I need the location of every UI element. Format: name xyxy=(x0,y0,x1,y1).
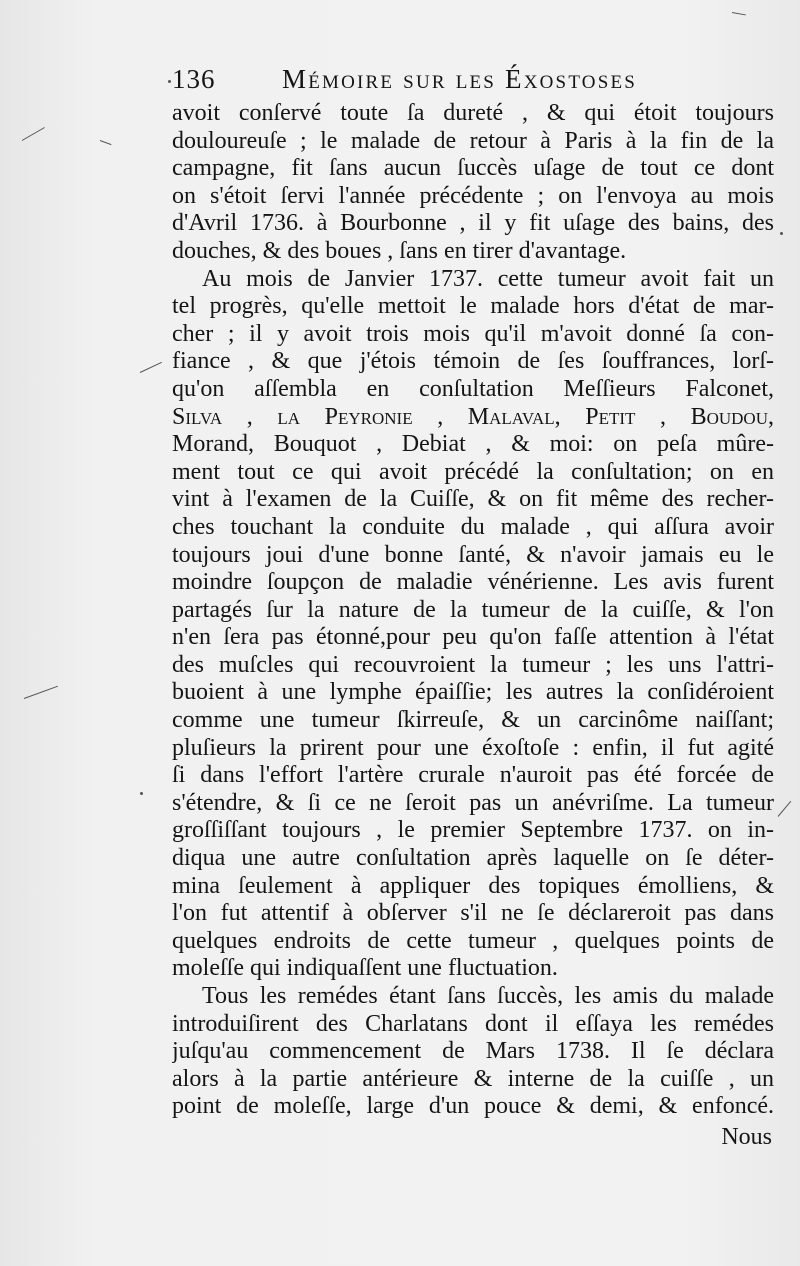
page-header xyxy=(172,64,772,98)
text-line: pluſieurs la prirent pour une éxoſtoſe : enfin, il fut agité xyxy=(172,734,774,761)
body-text xyxy=(172,100,774,1121)
text-line: ches touchant la conduite du malade , qui aſſura avoir xyxy=(172,513,774,540)
margin-scan-dot xyxy=(140,792,143,795)
text-line: juſqu'au commencement de Mars 1738. Il ſe déclara xyxy=(172,1038,774,1065)
text-line: des muſcles qui recouvroient la tumeur ; les uns l'attri- xyxy=(172,651,774,678)
text-line: fiance , & que j'étois témoin de ſes ſouffrances, lorſ- xyxy=(172,348,774,375)
text-line: d'Avril 1736. à Bourbonne , il y fit uſage des bains, des xyxy=(172,210,774,237)
page-number: 136 xyxy=(172,64,216,94)
text-line: moindre ſoupçon de maladie vénérienne. Les avis furent xyxy=(172,569,774,596)
margin-scan-mark xyxy=(100,140,112,145)
text-line: point de moleſſe, large d'un pouce & demi, & enfoncé. xyxy=(172,1093,774,1120)
text-line: Morand, Bouquot , Debiat , & moi: on peſa mûre- xyxy=(172,431,774,458)
text-line: toujours joui d'une bonne ſanté, & n'avoir jamais eu le xyxy=(172,541,774,568)
text-line: quelques endroits de cette tumeur , quelques points de xyxy=(172,927,774,954)
margin-scan-mark xyxy=(22,127,45,141)
text-line: alors à la partie antérieure & interne de la cuiſſe , un xyxy=(172,1065,774,1092)
text-line: groſſiſſant toujours , le premier Septembre 1737. on in- xyxy=(172,817,774,844)
text-line: tel progrès, qu'elle mettoit le malade hors d'état de mar- xyxy=(172,293,774,320)
text-line: diqua une autre conſultation après laquelle on ſe déter- xyxy=(172,845,774,872)
text-line: campagne, fit ſans aucun ſuccès uſage de tout ce dont xyxy=(172,155,774,182)
text-line: introduiſirent des Charlatans dont il eſſaya les remédes xyxy=(172,1010,774,1037)
text-line: l'on fut attentif à obſerver s'il ne ſe déclareroit pas dans xyxy=(172,900,774,927)
paragraph-start-line: Tous les remédes étant ſans ſuccès, les amis du malade xyxy=(202,983,774,1009)
margin-scan-mark xyxy=(778,801,792,817)
text-line: n'en ſera pas étonné,pour peu qu'on faſſe attention à l'état xyxy=(172,624,774,651)
text-line: moleſſe qui indiquaſſent une fluctuation. xyxy=(172,955,558,982)
text-line: douches, & des boues , ſans en tirer d'avantage. xyxy=(172,237,627,264)
margin-scan-dot xyxy=(780,232,783,235)
margin-scan-dot xyxy=(168,80,171,83)
text-line: Silva , la Peyronie , Malaval, Petit , Boudou, xyxy=(172,403,774,430)
text-line: on s'étoit ſervi l'année précédente ; on l'envoya au mois xyxy=(172,182,774,209)
text-line: ſi dans l'effort l'artère crurale n'auroit pas été forcée de xyxy=(172,762,774,789)
text-line: ment tout ce qui avoit précédé la conſultation; on en xyxy=(172,458,774,485)
text-line: partagés ſur la nature de la tumeur de la cuiſſe, & l'on xyxy=(172,596,774,623)
text-line: vint à l'examen de la Cuiſſe, & on fit même des recher- xyxy=(172,486,774,513)
margin-scan-mark xyxy=(140,362,162,373)
text-line: mina ſeulement à appliquer des topiques émolliens, & xyxy=(172,872,774,899)
catchword: Nous xyxy=(721,1124,772,1150)
paragraph-start-line: Au mois de Janvier 1737. cette tumeur avoit fait un xyxy=(202,265,774,292)
text-line: douloureuſe ; le malade de retour à Paris à la fin de la xyxy=(172,127,774,154)
text-line: comme une tumeur ſkirreuſe, & un carcinôme naiſſant; xyxy=(172,707,774,734)
margin-scan-mark xyxy=(732,12,746,15)
running-title: Mémoire sur les Éxostoses xyxy=(282,64,638,94)
text-line: buoient à une lymphe épaiſſie; les autres la conſidéroient xyxy=(172,679,774,706)
text-line: cher ; il y avoit trois mois qu'il m'avoit donné ſa con- xyxy=(172,320,774,347)
text-line: qu'on aſſembla en conſultation Meſſieurs Falconet, xyxy=(172,375,774,402)
margin-scan-mark xyxy=(24,686,58,699)
text-line: s'étendre, & ſi ce ne ſeroit pas un anévriſme. La tumeur xyxy=(172,789,774,816)
text-line: avoit conſervé toute ſa dureté , & qui étoit toujours xyxy=(172,100,774,126)
